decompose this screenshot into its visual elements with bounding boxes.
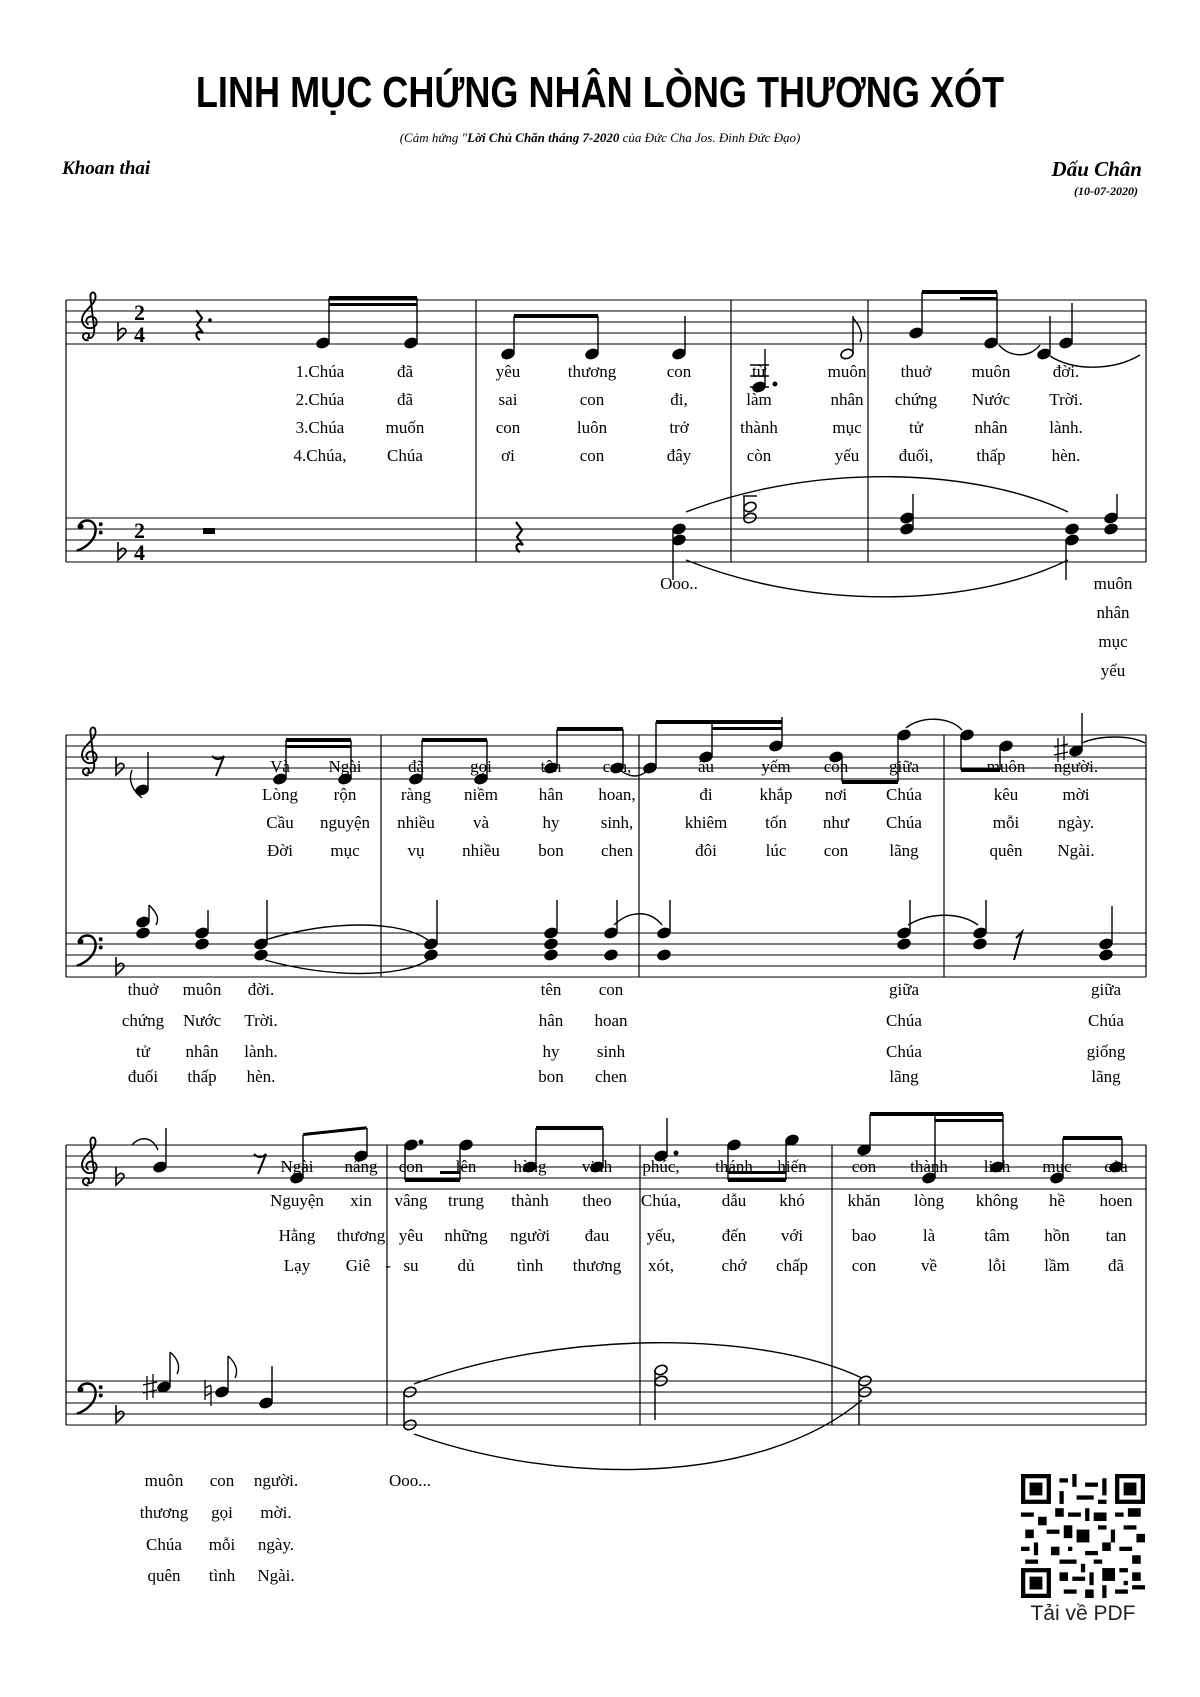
lyric-word: nhân [1096, 603, 1130, 622]
lyric-word: Ngài. [257, 1566, 295, 1585]
lyric-word: hồn [1044, 1226, 1070, 1245]
lyric-word: lầm [1044, 1256, 1070, 1275]
lyric-word: luôn [576, 418, 608, 437]
lyric-word: bon [538, 841, 564, 860]
lyric-word: hèn. [246, 1067, 276, 1086]
lyric-word: muôn [986, 757, 1026, 776]
lyric-word: thấp [187, 1067, 217, 1086]
lyric-word: mời [1062, 785, 1090, 804]
lyric-word: thuở [127, 980, 159, 999]
lyric-word: gọi [470, 757, 492, 776]
lyric-word: nhiều [462, 841, 500, 860]
lyric-word: Trời. [244, 1011, 278, 1030]
bass-staff-1 [66, 518, 1146, 562]
lyric-word: chứng [894, 390, 938, 409]
lyric-word: Nước [971, 390, 1011, 409]
lyric-word: mục [1042, 1157, 1072, 1176]
qr-code[interactable] [1021, 1474, 1145, 1598]
lyric-word: vụ [407, 841, 425, 860]
bass-clef-icon [78, 521, 103, 551]
lyric-word: yêu [495, 362, 521, 381]
lyric-word: Chúa [387, 446, 423, 465]
lyric-word: con [398, 1157, 424, 1176]
lyric-word: đây [666, 446, 692, 465]
lyric-word: con [598, 980, 624, 999]
lyric-word: người. [253, 1471, 299, 1490]
lyric-word: tan [1105, 1226, 1127, 1245]
download-pdf-link[interactable]: Tải về PDF [1030, 1602, 1136, 1625]
lyric-word: Ngài. [1057, 841, 1095, 860]
lyric-word: thánh [715, 1157, 753, 1176]
system-1 [66, 290, 1146, 597]
lyric-word: linh [983, 1157, 1011, 1176]
lyric-word: đời. [1052, 362, 1080, 381]
lower-notes-1 [672, 477, 1119, 597]
lyric-word: mục [330, 841, 360, 860]
lyric-word: con [495, 418, 521, 437]
lyric-word: những [444, 1226, 488, 1245]
lyric-word: lãng [889, 1067, 919, 1086]
lyric-word: đã [1107, 1256, 1125, 1275]
lyric-word: Chúa [886, 785, 922, 804]
lyric-word: đau [584, 1226, 610, 1245]
lyric-word: hoan, [598, 785, 636, 804]
lyric-word: Nước [182, 1011, 222, 1030]
lyric-word: yêu [398, 1226, 424, 1245]
lyric-word: đời. [247, 980, 275, 999]
lyric-word: su [403, 1256, 419, 1275]
lyric-word: mỗi [992, 813, 1020, 832]
lyric-word: dủ [457, 1256, 475, 1275]
lyric-word: muôn [971, 362, 1011, 381]
lyric-word: gọi [211, 1503, 233, 1522]
lyric-word: nhân [830, 390, 864, 409]
lyric-word: lỗi [988, 1256, 1006, 1275]
lyric-word: nhân [185, 1042, 219, 1061]
lyric-word: sai [498, 390, 518, 409]
tempo-marking: Khoan thai [62, 158, 151, 179]
lyric-word: thành [740, 418, 778, 437]
lyric-word: quên [989, 841, 1023, 860]
lyric-word: sinh [596, 1042, 626, 1061]
bass-clef-icon [78, 1384, 103, 1414]
lyric-word: mỗi [208, 1535, 236, 1554]
lyric-word: bao [851, 1226, 877, 1245]
lyric-word: ơi [501, 446, 515, 465]
lyric-word: muôn [1093, 574, 1133, 593]
lyric-word: thuở [900, 362, 932, 381]
lyric-word: xin [350, 1191, 372, 1210]
lyric-word: giữa [889, 757, 919, 776]
sharp-icon [143, 1374, 157, 1400]
lyric-word: hân [538, 1011, 564, 1030]
lyric-word: Và [270, 757, 290, 776]
lyric-word: ràng [400, 785, 432, 804]
lyric-word: hiến [777, 1157, 807, 1176]
half-rest-icon [203, 528, 215, 534]
lyric-word: đã [396, 362, 414, 381]
lyric-word: hy [542, 1042, 560, 1061]
lyric-word: muốn [385, 418, 425, 437]
lyric-word: lành. [244, 1042, 278, 1061]
lyric-word: con [579, 446, 605, 465]
lyric-word: từ [752, 362, 766, 381]
lyric-word: Chúa [146, 1535, 182, 1554]
lyric-word: Chúa [1088, 1011, 1124, 1030]
lyric-word: đã [396, 390, 414, 409]
lyric-word: yếm [761, 757, 791, 776]
lyric-word: bon [538, 1067, 564, 1086]
lyric-word: mục [832, 418, 862, 437]
lyric-word: trở [669, 418, 689, 437]
lyric-word: con [579, 390, 605, 409]
lyric-word: với [780, 1226, 804, 1245]
lyric-word: hy [542, 813, 560, 832]
lyric-word: khiêm [684, 813, 728, 832]
lyric-word: phúc, [642, 1157, 680, 1176]
lower-notes-2 [136, 900, 1114, 974]
lyric-word: Ngài [280, 1157, 314, 1176]
lyric-word: Đời [267, 841, 293, 860]
lyric-word: ngày. [257, 1535, 295, 1554]
lyric-word: chấp [775, 1256, 809, 1275]
lyric-word: Chúa [886, 1042, 922, 1061]
lyric-word: hèn. [1051, 446, 1081, 465]
lyric-word: giữa [1091, 980, 1121, 999]
lyric-word: chen [594, 1067, 628, 1086]
lyric-word: nhân [974, 418, 1008, 437]
lyric-word: yếu [834, 446, 860, 465]
lyric-word: đi, [670, 390, 688, 409]
lyric-word: Trời. [1049, 390, 1083, 409]
treble-staff-1 [66, 300, 1146, 344]
lyric-word: khăn [847, 1191, 881, 1210]
lyric-word: con [823, 841, 849, 860]
flat-icon [118, 322, 126, 340]
lyric-word: nguyện [319, 813, 371, 832]
lyric-word: đôi [695, 841, 717, 860]
lyric-word: lòng [913, 1191, 945, 1210]
lyric-word: lãng [889, 841, 919, 860]
lower-notes-3 [143, 1343, 872, 1470]
lyric-word: lành. [1049, 418, 1083, 437]
lyric-word: Ooo.. [660, 574, 698, 593]
lyric-word: đến [721, 1226, 747, 1245]
lyric-word: sinh, [600, 813, 634, 832]
quarter-rest-icon [196, 310, 203, 340]
lyric-word: Chúa [886, 1011, 922, 1030]
lyric-word: thành [910, 1157, 948, 1176]
lyric-word: hàng [513, 1157, 547, 1176]
bass-clef-icon [78, 936, 103, 966]
lyric-word: 2.Chúa [295, 390, 345, 409]
lyric-word: người. [1053, 757, 1099, 776]
lyric-word: là [922, 1226, 936, 1245]
lyric-word: con [851, 1157, 877, 1176]
lyric-word: tên [540, 980, 562, 999]
lyric-word: con [209, 1471, 235, 1490]
lyric-word: theo [582, 1191, 612, 1210]
lyric-word: đã [407, 757, 425, 776]
lyric-word: nơi [824, 785, 848, 804]
lyric-word: đi [699, 785, 713, 804]
lyric-word: con, [602, 757, 632, 776]
lyric-word: - [385, 1256, 391, 1275]
lyric-word: còn [746, 446, 772, 465]
lyric-word: Nguyện [270, 1191, 324, 1210]
lyric-word: rộn [333, 785, 357, 804]
lyric-word: hề [1048, 1191, 1066, 1210]
lyric-word: trung [448, 1191, 484, 1210]
natural-icon [205, 1380, 211, 1406]
lyric-word: khó [779, 1191, 805, 1210]
svg-text:4: 4 [134, 540, 145, 565]
lyric-word: thấp [976, 446, 1006, 465]
lyric-word: muôn [144, 1471, 184, 1490]
lyric-word: chớ [721, 1256, 747, 1275]
lyric-word: yếu, [646, 1226, 676, 1245]
lyric-word: Ooo... [388, 1471, 432, 1490]
lyric-word: của [1104, 1157, 1128, 1176]
lyric-word: nhiều [397, 813, 435, 832]
lyric-word: 1.Chúa [295, 362, 345, 381]
lyric-word: giữa [889, 980, 919, 999]
lyric-word: đuối, [898, 446, 934, 465]
lyric-word: không [975, 1191, 1019, 1210]
lyric-word: thương [567, 362, 617, 381]
lyric-word: chen [600, 841, 634, 860]
lyric-word: kêu [993, 785, 1019, 804]
lyric-word: tên [540, 757, 562, 776]
lyric-word: con [666, 362, 692, 381]
lyric-word: ngày. [1057, 813, 1095, 832]
lyric-word: giống [1086, 1042, 1126, 1061]
lyric-word: như [822, 813, 850, 832]
lyric-word: thương [572, 1256, 622, 1275]
composer-name: Dấu Chân [1051, 157, 1142, 181]
lyric-word: tử [909, 418, 923, 437]
time-signature [134, 300, 145, 565]
lyric-word: thương [336, 1226, 386, 1245]
song-title: LINH MỤC CHỨNG NHÂN LÒNG THƯƠNG XÓT [195, 68, 1005, 117]
lyric-word: muôn [827, 362, 867, 381]
lyric-word: nâng [344, 1157, 378, 1176]
lyric-word: Lạy [283, 1256, 311, 1275]
svg-text:2: 2 [134, 300, 145, 325]
upper-notes-1 [316, 290, 1140, 393]
lyric-word: Lòng [262, 785, 298, 804]
lyric-word: quên [147, 1566, 181, 1585]
lyric-word: Giê [345, 1256, 371, 1275]
lyric-word: Cầu [266, 813, 294, 832]
lyric-word: hoan [594, 1011, 628, 1030]
lyric-word: âu [697, 757, 715, 776]
lyric-word: tử [136, 1042, 150, 1061]
lyric-word: tốn [765, 813, 787, 832]
lyric-word: vinh [581, 1157, 613, 1176]
lyric-word: chứng [121, 1011, 165, 1030]
lyric-word: Ngài [328, 757, 362, 776]
lyric-word: hoen [1099, 1191, 1133, 1210]
lyric-word: dẫu [721, 1191, 747, 1210]
lyric-word: xót, [648, 1256, 674, 1275]
composition-date: (10-07-2020) [1074, 184, 1138, 198]
lyric-word: muôn [182, 980, 222, 999]
lyric-word: tâm [984, 1226, 1010, 1245]
lyric-word: vâng [394, 1191, 428, 1210]
lyric-word: lên [455, 1157, 477, 1176]
lyric-word: lãng [1091, 1067, 1121, 1086]
lyric-word: thương [139, 1503, 189, 1522]
lyric-word: yếu [1100, 661, 1126, 680]
lyric-word: tình [208, 1566, 236, 1585]
lyric-word: 3.Chúa [295, 418, 345, 437]
lyric-word: về [920, 1256, 938, 1275]
flat-icon [116, 757, 124, 775]
lyric-word: con [823, 757, 849, 776]
lyric-word: Chúa [886, 813, 922, 832]
lyric-word: con [851, 1256, 877, 1275]
song-subtitle: (Cảm hứng "Lời Chủ Chăn tháng 7-2020 của Đức Cha Jos. Đinh Đức Đạo) [399, 130, 801, 145]
lyric-word: đuối [127, 1067, 159, 1086]
lyric-word: tình [516, 1256, 544, 1275]
lyric-word: khắp [759, 785, 793, 804]
lyric-word: mục [1098, 632, 1128, 651]
lyric-word: và [472, 813, 490, 832]
lyric-word: niềm [464, 785, 498, 804]
lyric-word: Chúa, [640, 1191, 682, 1210]
lyric-word: hân [538, 785, 564, 804]
svg-text:4: 4 [134, 322, 145, 347]
lyric-word: thành [511, 1191, 549, 1210]
lyric-word: Hằng [278, 1226, 316, 1245]
lyric-word: người [510, 1226, 550, 1245]
lyric-word: mời. [260, 1503, 292, 1522]
svg-text:2: 2 [134, 518, 145, 543]
lyric-word: 4.Chúa, [293, 446, 347, 465]
lyric-word: lúc [765, 841, 787, 860]
flat-icon [116, 1167, 124, 1185]
lyric-word: làm [746, 390, 772, 409]
